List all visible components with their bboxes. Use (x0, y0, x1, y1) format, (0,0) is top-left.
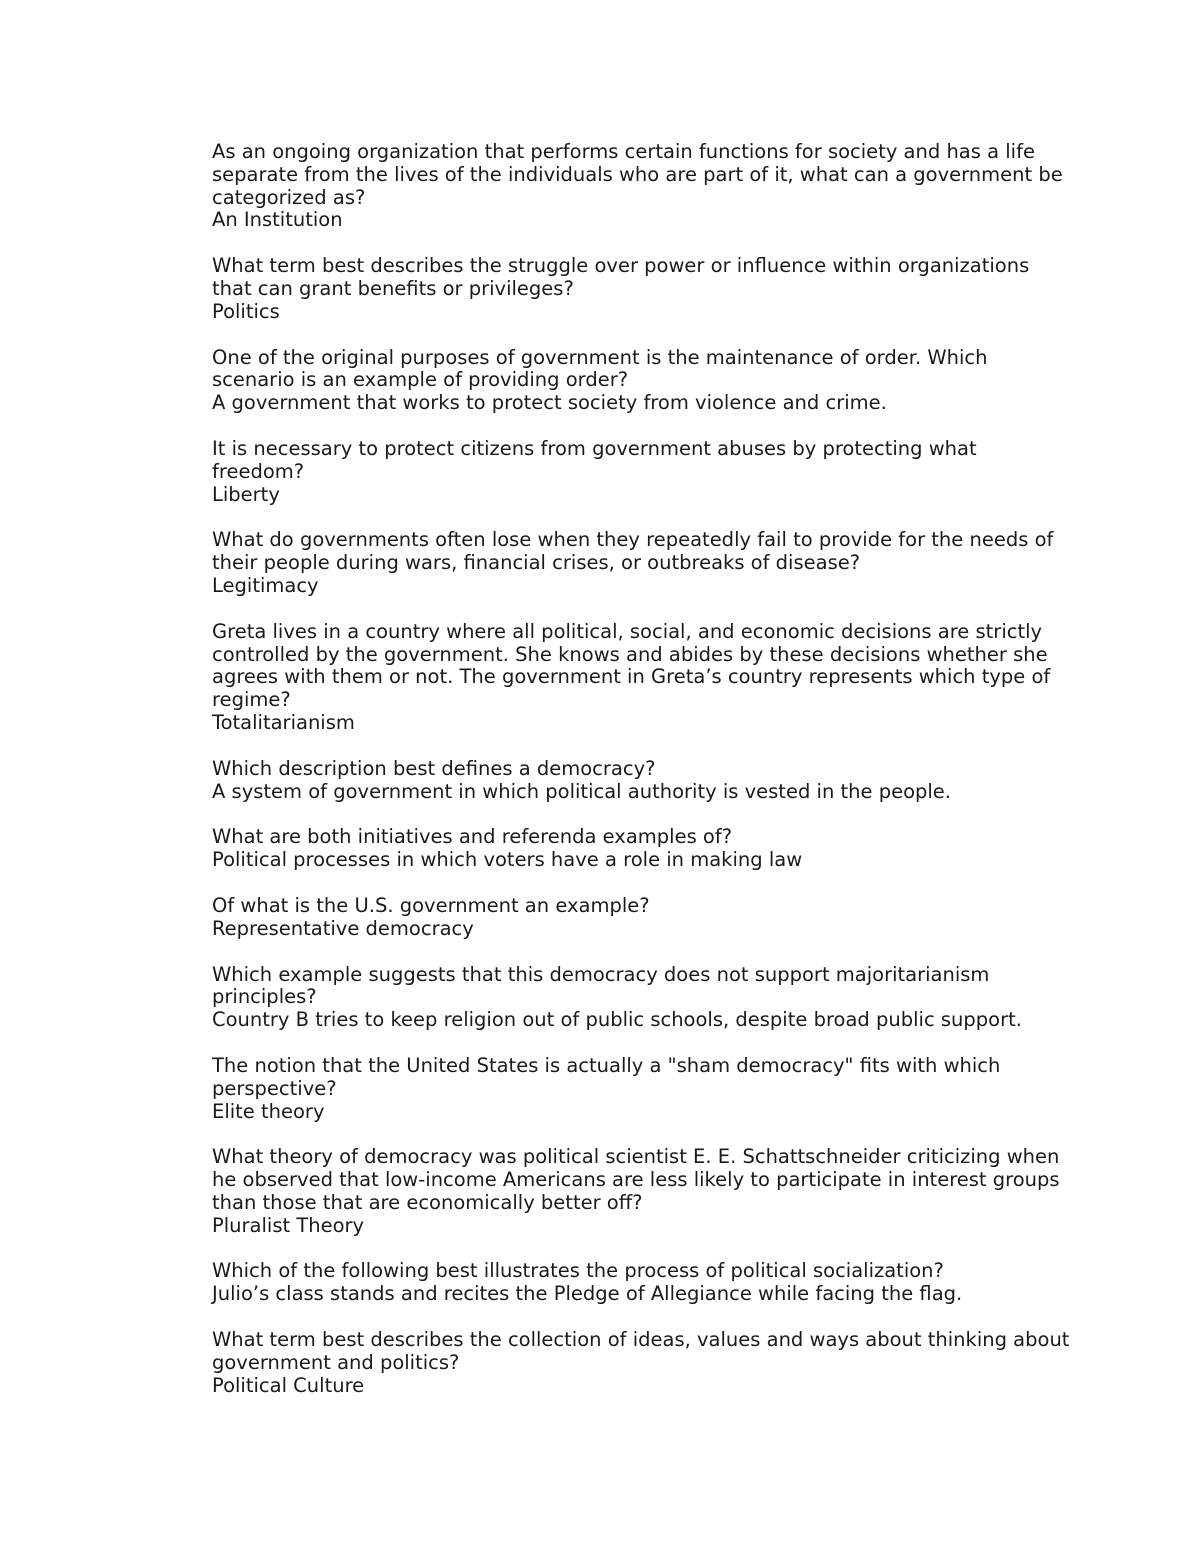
qa-item (212, 141, 1072, 232)
qa-item (212, 964, 1072, 1032)
qa-item (212, 438, 1072, 506)
question-text: The notion that the United States is actually a "sham democracy" fits with which perspective? (212, 1053, 1001, 1100)
qa-list (212, 141, 1072, 1420)
answer-text: Liberty (212, 482, 280, 506)
answer-text: A system of government in which political authority is vested in the people. (212, 779, 952, 803)
answer-text: Political processes in which voters have a role in making law (212, 848, 803, 872)
question-text: What term best describes the struggle over power or influence within organizations that can grant benefits or privileges? (212, 254, 1030, 300)
qa-item (212, 347, 1072, 415)
answer-text: Julio’s class stands and recites the Pledge of Allegiance while facing the flag. (212, 1282, 963, 1306)
question-text: Greta lives in a country where all political, social, and economic decisions are strictly controlled by the government. She knows and abides by these decisions whether she agrees with them or not. The government in Greta’s country represents which type of regime? (212, 619, 1051, 712)
answer-text: Legitimacy (212, 573, 319, 597)
qa-item (212, 758, 1072, 804)
question-text: What are both initiatives and referenda examples of? (212, 825, 733, 849)
question-text: One of the original purposes of government is the maintenance of order. Which scenario is an example of providing order? (212, 345, 988, 392)
answer-text: An Institution (212, 208, 343, 232)
answer-text: Country B tries to keep religion out of public schools, despite broad public support. (212, 1008, 1022, 1032)
qa-item (212, 895, 1072, 941)
qa-item (212, 1329, 1072, 1397)
qa-item (212, 826, 1072, 872)
qa-item (212, 1055, 1072, 1123)
question-text: Which example suggests that this democracy does not support majoritarianism principles? (212, 962, 990, 1009)
qa-item (212, 255, 1072, 323)
question-text: Which description best defines a democracy? (212, 756, 656, 780)
answer-text: Politics (212, 299, 280, 323)
question-text: Which of the following best illustrates the process of political socialization? (212, 1259, 944, 1283)
qa-item (212, 1146, 1072, 1237)
qa-item (212, 529, 1072, 597)
answer-text: Totalitarianism (212, 710, 355, 734)
answer-text: Elite theory (212, 1099, 325, 1123)
answer-text: A government that works to protect society from violence and crime. (212, 391, 887, 415)
question-text: What do governments often lose when they repeatedly fail to provide for the needs of their people during wars, financial crises, or outbreaks of disease? (212, 528, 1054, 575)
question-text: It is necessary to protect citizens from government abuses by protecting what freedom? (212, 436, 977, 483)
qa-item (212, 621, 1072, 735)
answer-text: Political Culture (212, 1373, 365, 1397)
qa-item (212, 1260, 1072, 1306)
answer-text: Representative democracy (212, 916, 474, 940)
answer-text: Pluralist Theory (212, 1213, 365, 1237)
question-text: What term best describes the collection of ideas, values and ways about thinking about government and politics? (212, 1328, 1070, 1374)
question-text: What theory of democracy was political scientist E. E. Schattschneider criticizing when he observed that low-income Americans are less likely to participate in interest groups than those that are economically better off? (212, 1145, 1060, 1214)
question-text: As an ongoing organization that performs certain functions for society and has a life separate from the lives of the individuals who are part of it, what can a government be categorized as? (212, 140, 1063, 209)
question-text: Of what is the U.S. government an example? (212, 893, 650, 917)
